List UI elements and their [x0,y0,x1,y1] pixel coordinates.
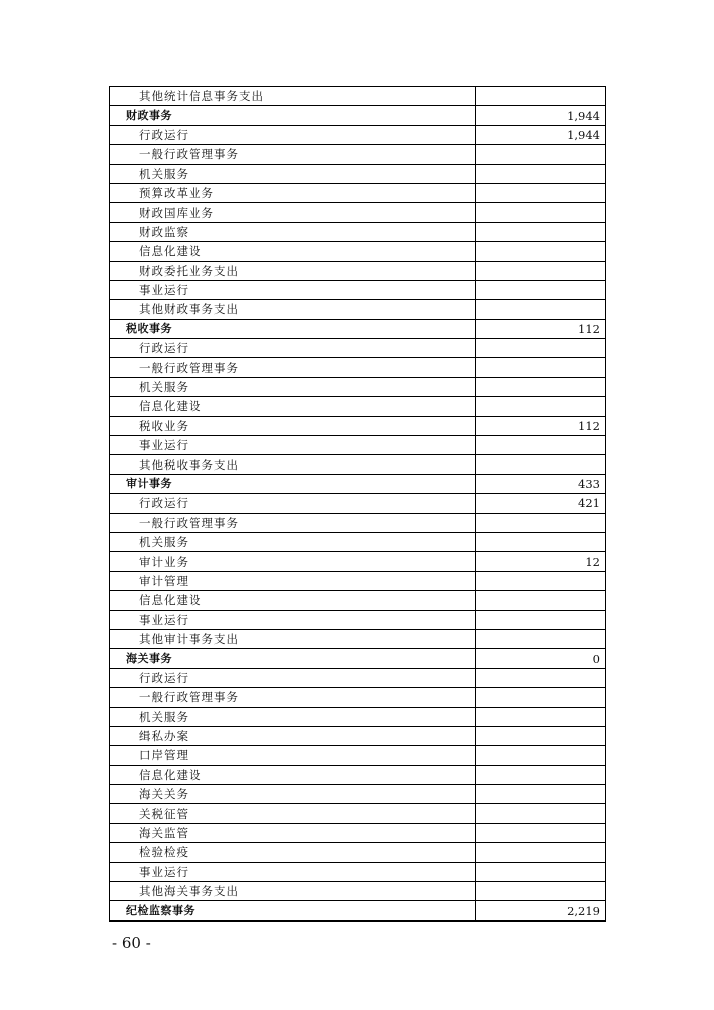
table-row [110,183,606,202]
item-name: 事业运行 [110,862,476,881]
amount-cell [476,591,606,610]
amount-cell [476,823,606,842]
item-name: 行政运行 [110,668,476,687]
table-row [110,688,606,707]
table-row [110,203,606,222]
table-row [110,300,606,319]
table-row [110,455,606,474]
table-row [110,339,606,358]
amount-cell [476,629,606,648]
amount-cell [476,455,606,474]
amount-cell [476,882,606,901]
category-row [110,901,606,921]
item-name: 检验检疫 [110,843,476,862]
item-name: 口岸管理 [110,746,476,765]
amount-cell: 112 [476,416,606,435]
amount-cell [476,668,606,687]
amount-cell: 1,944 [476,125,606,144]
table-row [110,416,606,435]
item-name: 审计业务 [110,552,476,571]
category-row [110,106,606,125]
table-row [110,222,606,241]
category-name: 纪检监察事务 [110,901,476,921]
table-row [110,571,606,590]
amount-cell [476,377,606,396]
table-row [110,145,606,164]
table-row [110,785,606,804]
item-name: 信息化建设 [110,765,476,784]
table-row [110,765,606,784]
amount-cell: 12 [476,552,606,571]
category-row [110,474,606,493]
table-row [110,377,606,396]
table-row [110,591,606,610]
amount-cell [476,222,606,241]
category-name: 海关事务 [110,649,476,668]
item-name: 信息化建设 [110,242,476,261]
table-row [110,125,606,144]
amount-cell [476,300,606,319]
amount-cell [476,513,606,532]
table-row [110,532,606,551]
amount-cell: 0 [476,649,606,668]
table-row [110,280,606,299]
item-name: 事业运行 [110,280,476,299]
amount-cell: 112 [476,319,606,338]
item-name: 行政运行 [110,494,476,513]
amount-cell [476,164,606,183]
item-name: 其他海关事务支出 [110,882,476,901]
item-name: 关税征管 [110,804,476,823]
item-name: 财政委托业务支出 [110,261,476,280]
table-row [110,610,606,629]
item-name: 其他审计事务支出 [110,629,476,648]
table-row [110,726,606,745]
category-name: 税收事务 [110,319,476,338]
item-name: 财政国库业务 [110,203,476,222]
amount-cell [476,571,606,590]
table-row [110,397,606,416]
item-name: 审计管理 [110,571,476,590]
item-name: 信息化建设 [110,591,476,610]
table-row [110,242,606,261]
item-name: 事业运行 [110,436,476,455]
table-row [110,261,606,280]
item-name: 行政运行 [110,125,476,144]
item-name: 海关监管 [110,823,476,842]
amount-cell [476,843,606,862]
amount-cell [476,242,606,261]
table-row [110,436,606,455]
category-row [110,319,606,338]
amount-cell [476,610,606,629]
amount-cell [476,87,606,106]
table-row [110,882,606,901]
amount-cell [476,532,606,551]
table-row [110,358,606,377]
category-row [110,649,606,668]
item-name: 一般行政管理事务 [110,513,476,532]
category-name: 审计事务 [110,474,476,493]
amount-cell [476,707,606,726]
item-name: 机关服务 [110,707,476,726]
page-number: - 60 - [112,934,151,952]
amount-cell [476,436,606,455]
amount-cell: 433 [476,474,606,493]
category-name: 财政事务 [110,106,476,125]
amount-cell [476,688,606,707]
item-name: 信息化建设 [110,397,476,416]
item-name: 财政监察 [110,222,476,241]
amount-cell [476,746,606,765]
table-row [110,862,606,881]
table-row [110,707,606,726]
amount-cell: 2,219 [476,901,606,921]
amount-cell [476,261,606,280]
item-name: 行政运行 [110,339,476,358]
amount-cell [476,145,606,164]
table-row [110,494,606,513]
amount-cell [476,203,606,222]
table-row [110,823,606,842]
amount-cell [476,358,606,377]
item-name: 其他税收事务支出 [110,455,476,474]
table-row [110,668,606,687]
amount-cell [476,785,606,804]
amount-cell [476,765,606,784]
item-name: 事业运行 [110,610,476,629]
table-row [110,164,606,183]
table-row [110,552,606,571]
table-row [110,513,606,532]
expenditure-table-body [110,87,606,921]
item-name: 一般行政管理事务 [110,145,476,164]
item-name: 一般行政管理事务 [110,358,476,377]
item-name: 其他财政事务支出 [110,300,476,319]
item-name: 其他统计信息事务支出 [110,87,476,106]
amount-cell [476,726,606,745]
amount-cell [476,183,606,202]
item-name: 机关服务 [110,377,476,396]
table-row [110,629,606,648]
amount-cell [476,862,606,881]
item-name: 机关服务 [110,164,476,183]
item-name: 缉私办案 [110,726,476,745]
amount-cell [476,280,606,299]
item-name: 税收业务 [110,416,476,435]
table-row [110,804,606,823]
amount-cell [476,339,606,358]
amount-cell: 421 [476,494,606,513]
item-name: 海关关务 [110,785,476,804]
item-name: 一般行政管理事务 [110,688,476,707]
table-row [110,87,606,106]
table-row [110,843,606,862]
amount-cell [476,397,606,416]
item-name: 预算改革业务 [110,183,476,202]
item-name: 机关服务 [110,532,476,551]
amount-cell [476,804,606,823]
amount-cell: 1,944 [476,106,606,125]
table-row [110,746,606,765]
expenditure-table [109,86,606,922]
